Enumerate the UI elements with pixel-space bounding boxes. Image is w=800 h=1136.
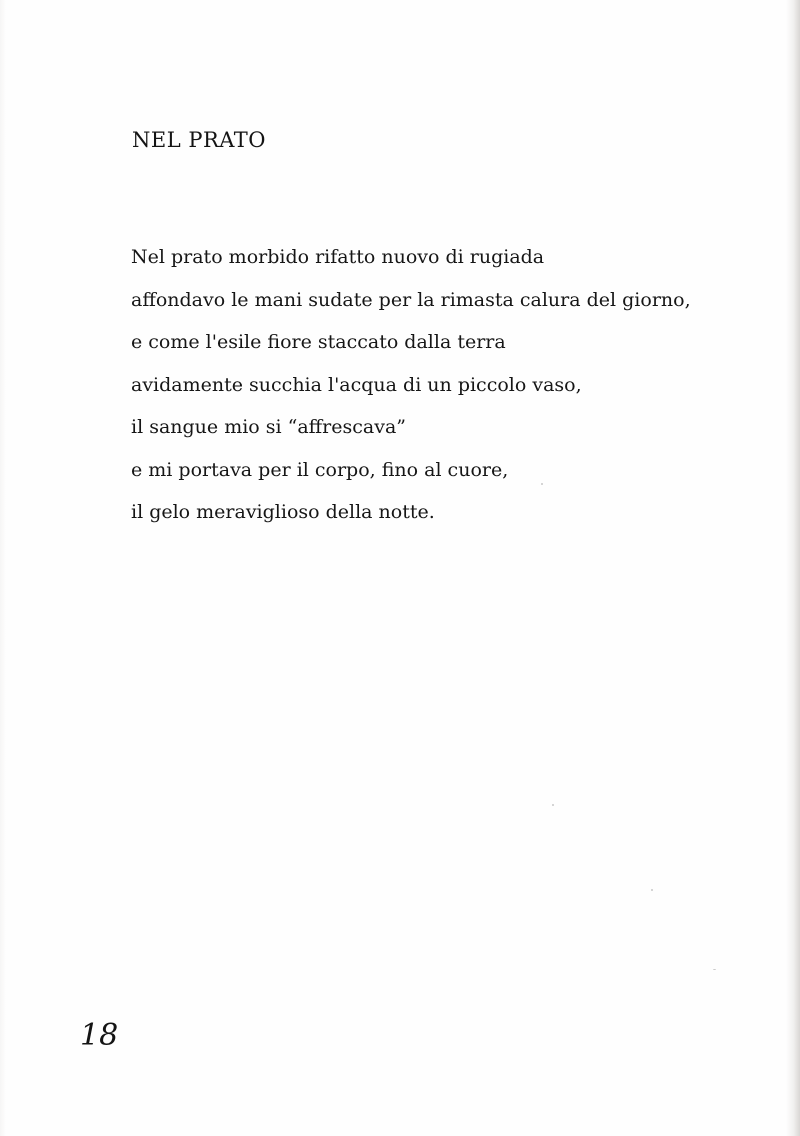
page-right-edge-shadow <box>786 0 800 1136</box>
poem-line: e come l'esile fiore staccato dalla terra <box>131 331 506 353</box>
poem-title: NEL PRATO <box>132 128 267 152</box>
page-left-edge-shadow <box>0 0 6 1136</box>
paper-speck <box>552 804 554 806</box>
poem-line: il gelo meraviglioso della notte. <box>131 501 435 523</box>
poem-line: il sangue mio si “affrescava” <box>131 416 406 438</box>
poem-line: avidamente succhia l'acqua di un piccolo vaso, <box>131 373 582 396</box>
paper-speck <box>541 483 543 485</box>
paper-speck <box>651 889 653 891</box>
poem-line: e mi portava per il corpo, fino al cuore, <box>131 458 509 481</box>
page-number: 18 <box>80 1018 119 1053</box>
poem-line: Nel prato morbido rifatto nuovo di rugiada <box>131 246 545 268</box>
poem-body <box>131 236 691 534</box>
paper-speck <box>713 969 716 970</box>
poem-line: affondavo le mani sudate per la rimasta calura del giorno, <box>131 288 691 311</box>
